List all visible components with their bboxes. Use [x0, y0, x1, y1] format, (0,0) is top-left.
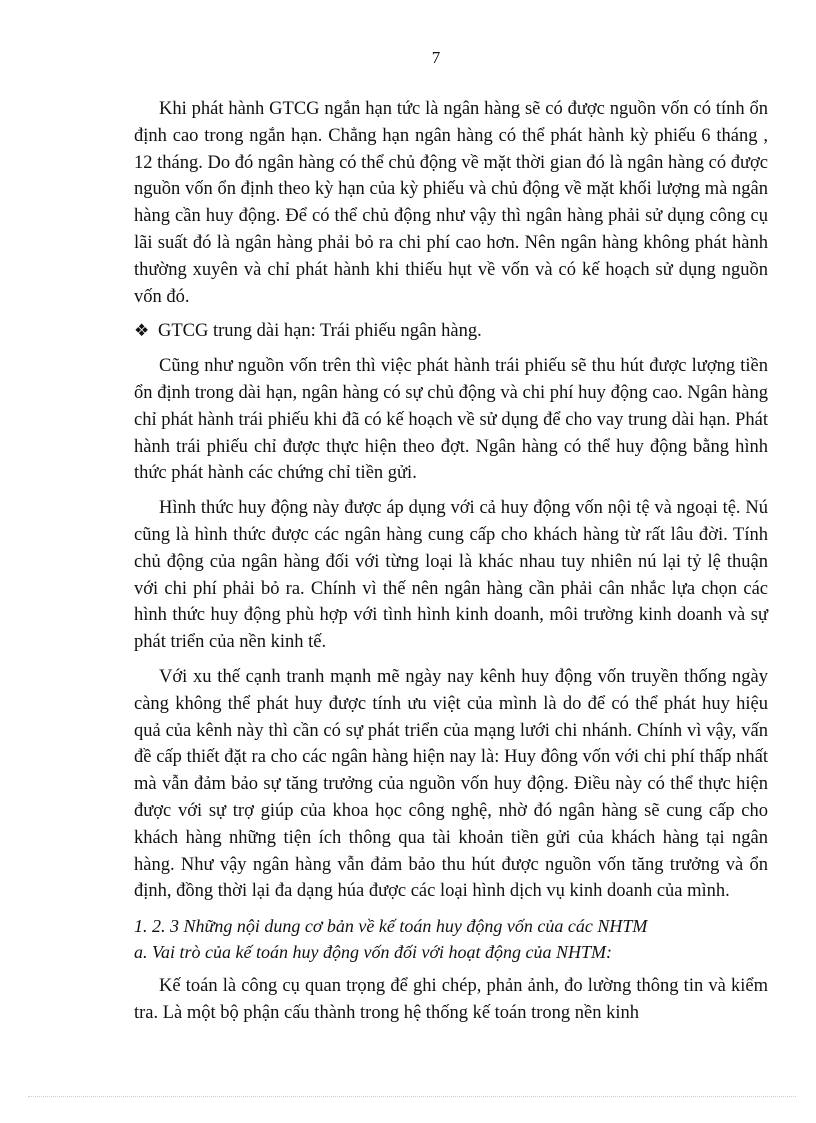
- paragraph-bonds: Cũng như nguồn vốn trên thì việc phát hành trái phiếu sẽ thu hút được lượng tiền ổn định trong dài hạn, ngân hàng có sự chủ động và chi phí huy động cao. Ngân hàng chỉ phát hành trái phiếu khi đã có kế hoạch về sử dụng để cho vay trung dài hạn. Phát hành trái phiếu chỉ được thực hiện theo đợt. Ngân hàng có thể huy động bằng hình thức phát hành các chứng chỉ tiền gửi.: [134, 356, 768, 484]
- page-number: 7: [431, 48, 441, 67]
- footer-divider: [28, 1096, 796, 1097]
- paragraph-short-term-instruments: Khi phát hành GTCG ngắn hạn tức là ngân hàng sẽ có được nguồn vốn có tính ổn định cao trong ngắn hạn. Chẳng hạn ngân hàng có thể phát hành kỳ phiếu 6 tháng , 12 tháng. Do đó ngân hàng có thể chủ động về mặt thời gian đó là ngân hàng có được nguồn vốn ổn định theo kỳ hạn của kỳ phiếu và chủ động về mặt khối lượng mà ngân hàng cần huy động. Để có thể chủ động như vậy thì ngân hàng phải sử dụng công cụ lãi suất đó là ngân hàng phải bỏ ra chi phí cao hơn. Nên ngân hàng không phát hành thường xuyên và chỉ phát hành khi thiếu hụt về vốn và có kế hoạch sử dụng nguồn vốn đó.: [134, 99, 768, 307]
- section-heading: 1. 2. 3 Những nội dung cơ bản về kế toán huy động vốn của các NHTM: [134, 916, 648, 937]
- bullet-text: GTCG trung dài hạn: Trái phiếu ngân hàng.: [158, 321, 482, 342]
- bullet-long-term-instruments: [134, 318, 768, 345]
- subsection-heading: a. Vai trò của kế toán huy động vốn đối với hoạt động của NHTM:: [134, 942, 613, 963]
- paragraph-competition-trend: Với xu thế cạnh tranh mạnh mẽ ngày nay kênh huy động vốn truyền thống ngày càng không thể phát huy được tính ưu việt của mình là do để có thể phát huy hiệu quả của kênh này thì cần có sự phát triển của mạng lưới chi nhánh. Chính vì vậy, vấn đề cấp thiết đặt ra cho các ngân hàng hiện nay là: Huy đông vốn với chi phí thấp nhất mà vẫn đảm bảo sự tăng trưởng của nguồn vốn huy động. Điều này có thể thực hiện được với sự trợ giúp của khoa học công nghệ, nhờ đó ngân hàng sẽ cung cấp cho khách hàng những tiện ích thông qua tài khoản tiền gửi của khách hàng tại ngân hàng. Như vậy ngân hàng vẫn đảm bảo thu hút được nguồn vốn tăng trưởng và ổn định, đồng thời lại đa dạng húa được các loại hình dịch vụ kinh doanh của mình.: [134, 666, 768, 902]
- paragraph-currency-mobilization: Hình thức huy động này được áp dụng với cả huy động vốn nội tệ và ngoại tệ. Nú cũng là hình thức được các ngân hàng cung cấp cho khách hàng từ rất lâu đời. Tính chủ động của ngân hàng đối với từng loại là khác nhau tuy nhiên nú lại tỷ lệ thuận với chi phí phải bỏ ra. Chính vì thế nên ngân hàng cần phải cân nhắc lựa chọn các hình thức huy động phù hợp với tình hình kinh doanh, môi trường kinh doanh và sự phát triển của nền kinh tế.: [134, 498, 768, 653]
- document-body: [134, 96, 768, 1035]
- paragraph-accounting-role: Kế toán là công cụ quan trọng để ghi chép, phản ảnh, đo lường thông tin và kiểm tra. Là một bộ phận cấu thành trong hệ thống kế toán trong nền kinh: [134, 976, 768, 1023]
- diamond-bullet-icon: ❖: [134, 321, 150, 341]
